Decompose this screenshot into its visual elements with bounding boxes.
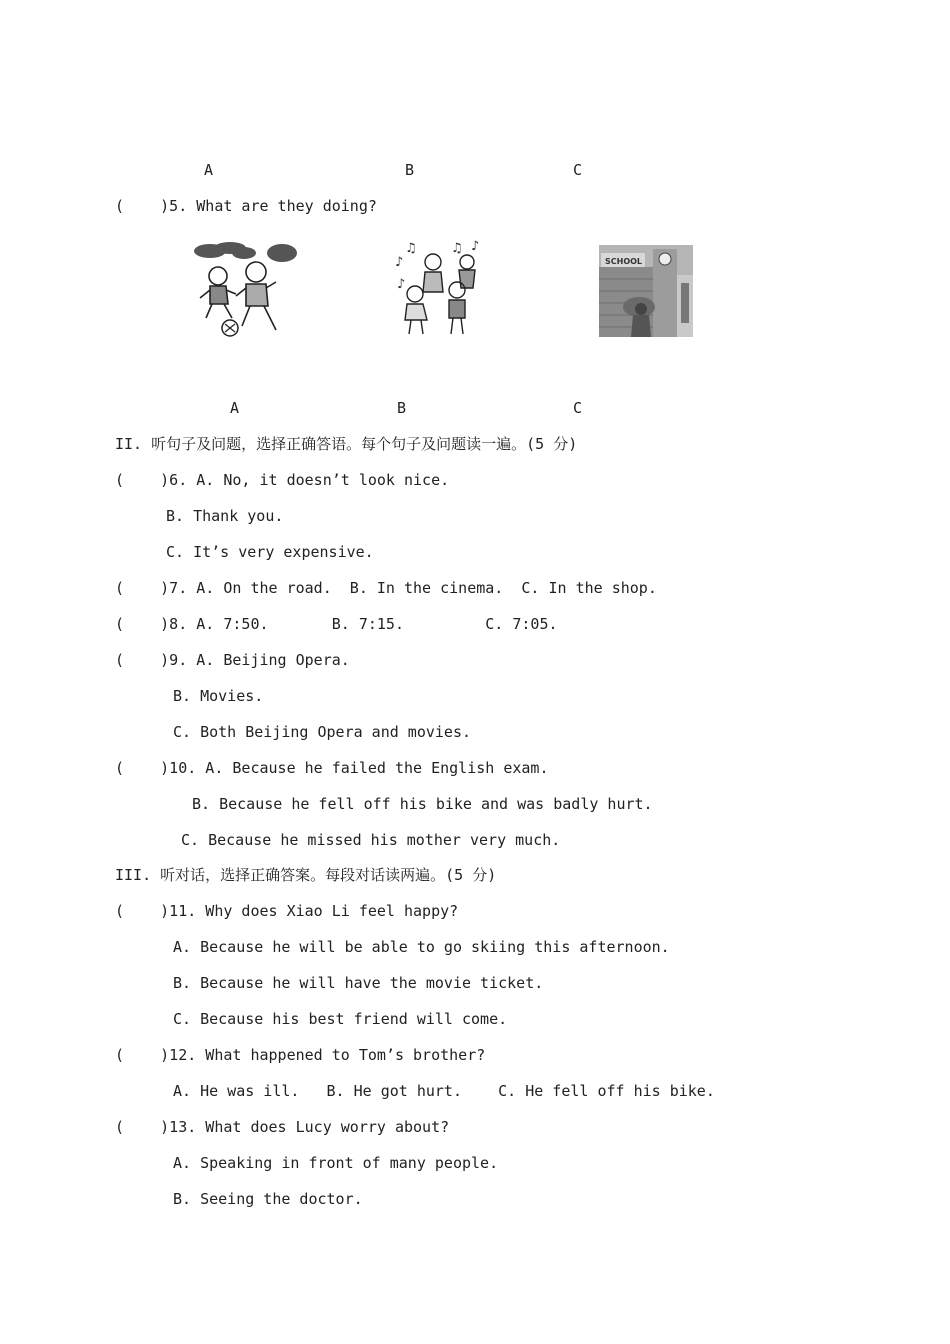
q8: ( )8. A. 7:50. B. 7:15. C. 7:05. bbox=[115, 615, 558, 633]
section-3-heading: III. 听对话，选择正确答案。每段对话读两遍。(5 分) bbox=[115, 866, 497, 884]
school-sign: SCHOOL bbox=[605, 257, 643, 266]
q13-stem: ( )13. What does Lucy worry about? bbox=[115, 1118, 450, 1136]
q4-label-c: C bbox=[573, 161, 583, 179]
svg-text:♪: ♪ bbox=[471, 239, 480, 254]
q10-option-c: C. Because he missed his mother very much. bbox=[181, 831, 561, 849]
svg-text:♪: ♪ bbox=[397, 277, 406, 292]
q9-option-b: B. Movies. bbox=[173, 687, 264, 705]
q6-option-c: C. It’s very expensive. bbox=[166, 543, 374, 561]
q11-option-b: B. Because he will have the movie ticket. bbox=[173, 974, 544, 992]
svg-text:♫: ♫ bbox=[405, 241, 417, 256]
q4-label-a: A bbox=[204, 161, 214, 179]
football-picture bbox=[192, 242, 298, 338]
q6-stem: ( )6. A. No, it doesn’t look nice. bbox=[115, 471, 450, 489]
q5-label-c: C bbox=[573, 399, 583, 417]
q10-option-b: B. Because he fell off his bike and was badly hurt. bbox=[192, 795, 653, 813]
q11-stem: ( )11. Why does Xiao Li feel happy? bbox=[115, 902, 459, 920]
q12-stem: ( )12. What happened to Tom’s brother? bbox=[115, 1046, 486, 1064]
q12-options: A. He was ill. B. He got hurt. C. He fell off his bike. bbox=[173, 1082, 715, 1100]
q13-option-b: B. Seeing the doctor. bbox=[173, 1190, 363, 1208]
q11-option-a: A. Because he will be able to go skiing this afternoon. bbox=[173, 938, 670, 956]
q9-stem: ( )9. A. Beijing Opera. bbox=[115, 651, 350, 669]
singing-picture bbox=[393, 238, 489, 338]
svg-text:♪: ♪ bbox=[395, 255, 404, 270]
q5-label-b: B bbox=[397, 399, 407, 417]
svg-text:♫: ♫ bbox=[451, 241, 463, 256]
section-2-heading: II. 听句子及问题，选择正确答语。每个句子及问题读一遍。(5 分) bbox=[115, 435, 578, 453]
school-picture bbox=[599, 245, 693, 337]
q11-option-c: C. Because his best friend will come. bbox=[173, 1010, 508, 1028]
q6-option-b: B. Thank you. bbox=[166, 507, 284, 525]
q13-option-a: A. Speaking in front of many people. bbox=[173, 1154, 499, 1172]
q7: ( )7. A. On the road. B. In the cinema. C. In the shop. bbox=[115, 579, 657, 597]
q9-option-c: C. Both Beijing Opera and movies. bbox=[173, 723, 472, 741]
q5-label-a: A bbox=[230, 399, 240, 417]
q5-stem: ( )5. What are they doing? bbox=[115, 197, 377, 215]
q4-label-b: B bbox=[405, 161, 415, 179]
q10-stem: ( )10. A. Because he failed the English exam. bbox=[115, 759, 549, 777]
